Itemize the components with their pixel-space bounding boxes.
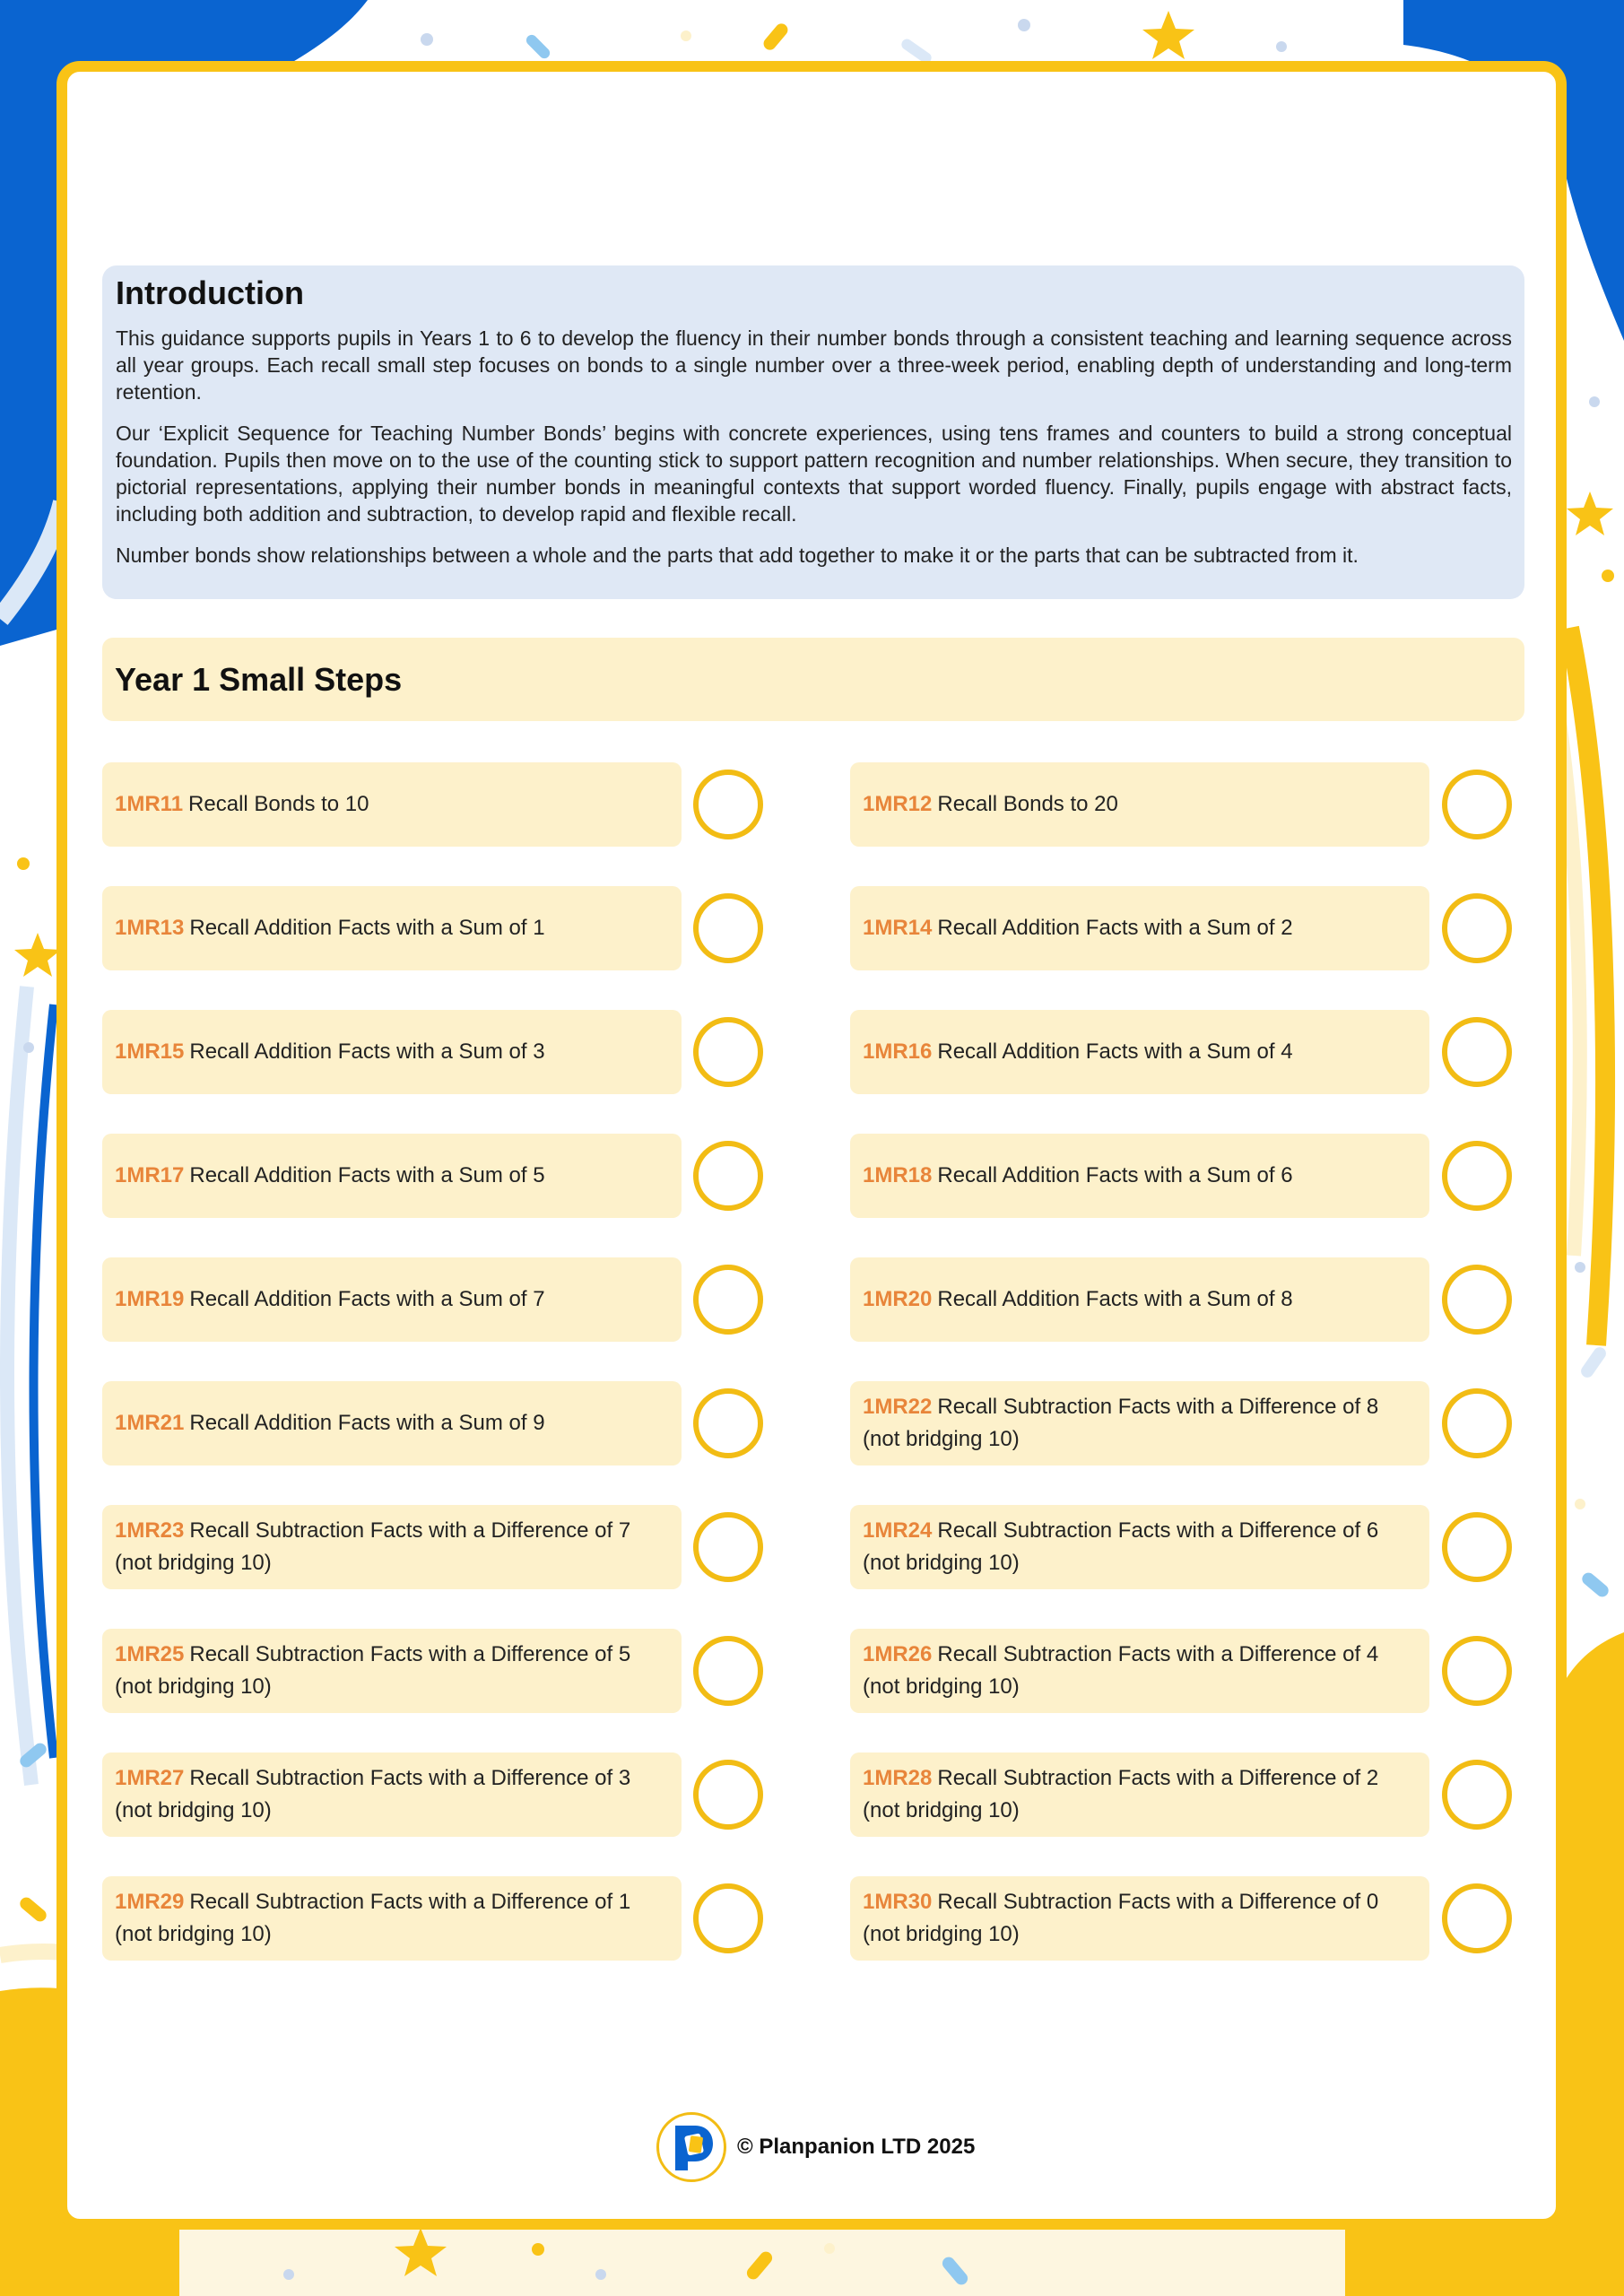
completion-checkbox-circle[interactable]: [693, 1760, 763, 1830]
small-step-text: [863, 1283, 1293, 1316]
small-step-code: 1MR17: [115, 1163, 185, 1187]
copyright-text: © Planpanion LTD 2025: [737, 2135, 976, 2159]
small-step-text: [115, 1762, 669, 1827]
small-step-text: [115, 1886, 669, 1951]
small-step-card: [850, 762, 1429, 847]
completion-checkbox-circle[interactable]: [1442, 770, 1512, 839]
introduction-paragraph: This guidance supports pupils in Years 1 to 6 to develop the fluency in their number bonds through a consistent teaching and learning sequence across all year groups. Each recall small step focuses on bonds to a single number over a three-week period, enabling depth of understanding and long-term retention.: [116, 326, 1512, 404]
small-step-code: 1MR25: [115, 1642, 185, 1666]
section-heading: Year 1 Small Steps: [115, 660, 403, 698]
small-step-label: Recall Subtraction Facts with a Difference of 0 (not bridging 10): [863, 1890, 1379, 1946]
small-step-text: [115, 1407, 545, 1439]
small-step-text: [863, 912, 1293, 944]
small-step-code: 1MR14: [863, 916, 933, 940]
completion-checkbox-circle[interactable]: [693, 770, 763, 839]
completion-checkbox-circle[interactable]: [693, 1636, 763, 1706]
small-step-card: [850, 1876, 1429, 1961]
small-step-label: Recall Bonds to 20: [937, 792, 1118, 816]
small-step-label: Recall Addition Facts with a Sum of 7: [189, 1287, 545, 1311]
year-1-heading-band: [102, 638, 1524, 721]
small-step-label: Recall Bonds to 10: [188, 792, 369, 816]
small-step-label: Recall Addition Facts with a Sum of 3: [189, 1039, 545, 1064]
small-step-label: Recall Addition Facts with a Sum of 1: [189, 916, 545, 940]
small-step-label: Recall Subtraction Facts with a Difference of 8 (not bridging 10): [863, 1395, 1379, 1451]
small-step-label: Recall Subtraction Facts with a Difference of 7 (not bridging 10): [115, 1518, 631, 1575]
small-step-card: [102, 1752, 682, 1837]
small-step-card: [102, 1010, 682, 1094]
small-step-card: [102, 762, 682, 847]
completion-checkbox-circle[interactable]: [693, 1017, 763, 1087]
small-step-code: 1MR19: [115, 1287, 185, 1311]
small-step-text: [115, 1160, 545, 1192]
introduction-panel: [102, 265, 1524, 599]
completion-checkbox-circle[interactable]: [1442, 1512, 1512, 1582]
small-step-card: [102, 1257, 682, 1342]
small-step-label: Recall Subtraction Facts with a Difference of 6 (not bridging 10): [863, 1518, 1379, 1575]
small-step-code: 1MR28: [863, 1766, 933, 1790]
small-step-label: Recall Addition Facts with a Sum of 8: [937, 1287, 1293, 1311]
small-step-text: [115, 912, 545, 944]
small-step-code: 1MR16: [863, 1039, 933, 1064]
completion-checkbox-circle[interactable]: [693, 1388, 763, 1458]
small-step-card: [102, 1876, 682, 1961]
small-step-code: 1MR15: [115, 1039, 185, 1064]
small-step-text: [863, 1391, 1417, 1456]
small-step-text: [115, 1515, 669, 1579]
introduction-paragraph: Our ‘Explicit Sequence for Teaching Number Bonds’ begins with concrete experiences, using tens frames and counters to build a strong conceptual foundation. Pupils then move on to the use of the counting stick to support pattern recognition and number relationships. When secure, they transition to pictorial representations, applying their number bonds in meaningful contexts that support worded fluency. Finally, pupils engage with abstract facts, including both addition and subtraction, to develop rapid and flexible recall.: [116, 422, 1512, 526]
small-step-card: [102, 1134, 682, 1218]
small-step-text: [863, 1886, 1417, 1951]
completion-checkbox-circle[interactable]: [693, 1512, 763, 1582]
small-step-text: [115, 788, 369, 821]
small-step-card: [850, 886, 1429, 970]
small-step-text: [863, 1515, 1417, 1579]
small-step-text: [863, 788, 1118, 821]
completion-checkbox-circle[interactable]: [1442, 1636, 1512, 1706]
small-step-card: [102, 1629, 682, 1713]
small-step-text: [863, 1639, 1417, 1703]
completion-checkbox-circle[interactable]: [1442, 1265, 1512, 1335]
small-step-card: [102, 886, 682, 970]
small-step-card: [850, 1505, 1429, 1589]
small-step-card: [102, 1505, 682, 1589]
small-step-card: [850, 1257, 1429, 1342]
small-step-card: [850, 1752, 1429, 1837]
small-step-label: Recall Subtraction Facts with a Difference of 5 (not bridging 10): [115, 1642, 631, 1699]
small-step-code: 1MR18: [863, 1163, 933, 1187]
small-step-card: [102, 1381, 682, 1465]
completion-checkbox-circle[interactable]: [693, 1141, 763, 1211]
small-step-code: 1MR22: [863, 1395, 933, 1419]
small-step-label: Recall Addition Facts with a Sum of 5: [189, 1163, 545, 1187]
footer: [656, 2111, 975, 2183]
small-step-code: 1MR11: [115, 792, 184, 816]
small-step-code: 1MR26: [863, 1642, 933, 1666]
small-step-label: Recall Addition Facts with a Sum of 4: [937, 1039, 1293, 1064]
planpanion-logo: [656, 2112, 726, 2182]
small-step-code: 1MR21: [115, 1411, 185, 1435]
small-step-text: [115, 1036, 545, 1068]
completion-checkbox-circle[interactable]: [693, 1883, 763, 1953]
small-step-code: 1MR12: [863, 792, 933, 816]
small-step-card: [850, 1629, 1429, 1713]
small-step-text: [115, 1639, 669, 1703]
small-step-card: [850, 1134, 1429, 1218]
completion-checkbox-circle[interactable]: [693, 893, 763, 963]
small-step-code: 1MR13: [115, 916, 185, 940]
small-step-label: Recall Addition Facts with a Sum of 6: [937, 1163, 1293, 1187]
completion-checkbox-circle[interactable]: [1442, 1388, 1512, 1458]
small-step-label: Recall Addition Facts with a Sum of 9: [189, 1411, 545, 1435]
small-step-card: [850, 1381, 1429, 1465]
completion-checkbox-circle[interactable]: [693, 1265, 763, 1335]
completion-checkbox-circle[interactable]: [1442, 1017, 1512, 1087]
small-step-text: [863, 1036, 1293, 1068]
introduction-paragraph: Number bonds show relationships between a whole and the parts that add together to make it or the parts that can be subtracted from it.: [116, 544, 1359, 567]
small-step-label: Recall Subtraction Facts with a Difference of 4 (not bridging 10): [863, 1642, 1379, 1699]
completion-checkbox-circle[interactable]: [1442, 893, 1512, 963]
small-step-code: 1MR20: [863, 1287, 933, 1311]
small-step-label: Recall Subtraction Facts with a Difference of 3 (not bridging 10): [115, 1766, 631, 1822]
completion-checkbox-circle[interactable]: [1442, 1141, 1512, 1211]
small-step-label: Recall Addition Facts with a Sum of 2: [937, 916, 1293, 940]
introduction-heading: Introduction: [116, 274, 304, 311]
small-step-text: [115, 1283, 545, 1316]
completion-checkbox-circle[interactable]: [1442, 1883, 1512, 1953]
small-step-code: 1MR27: [115, 1766, 185, 1790]
small-step-label: Recall Subtraction Facts with a Difference of 1 (not bridging 10): [115, 1890, 631, 1946]
small-step-code: 1MR23: [115, 1518, 185, 1543]
small-step-text: [863, 1160, 1293, 1192]
small-step-code: 1MR24: [863, 1518, 933, 1543]
small-step-code: 1MR29: [115, 1890, 185, 1914]
small-step-text: [863, 1762, 1417, 1827]
small-step-code: 1MR30: [863, 1890, 933, 1914]
small-step-card: [850, 1010, 1429, 1094]
small-step-label: Recall Subtraction Facts with a Difference of 2 (not bridging 10): [863, 1766, 1379, 1822]
completion-checkbox-circle[interactable]: [1442, 1760, 1512, 1830]
